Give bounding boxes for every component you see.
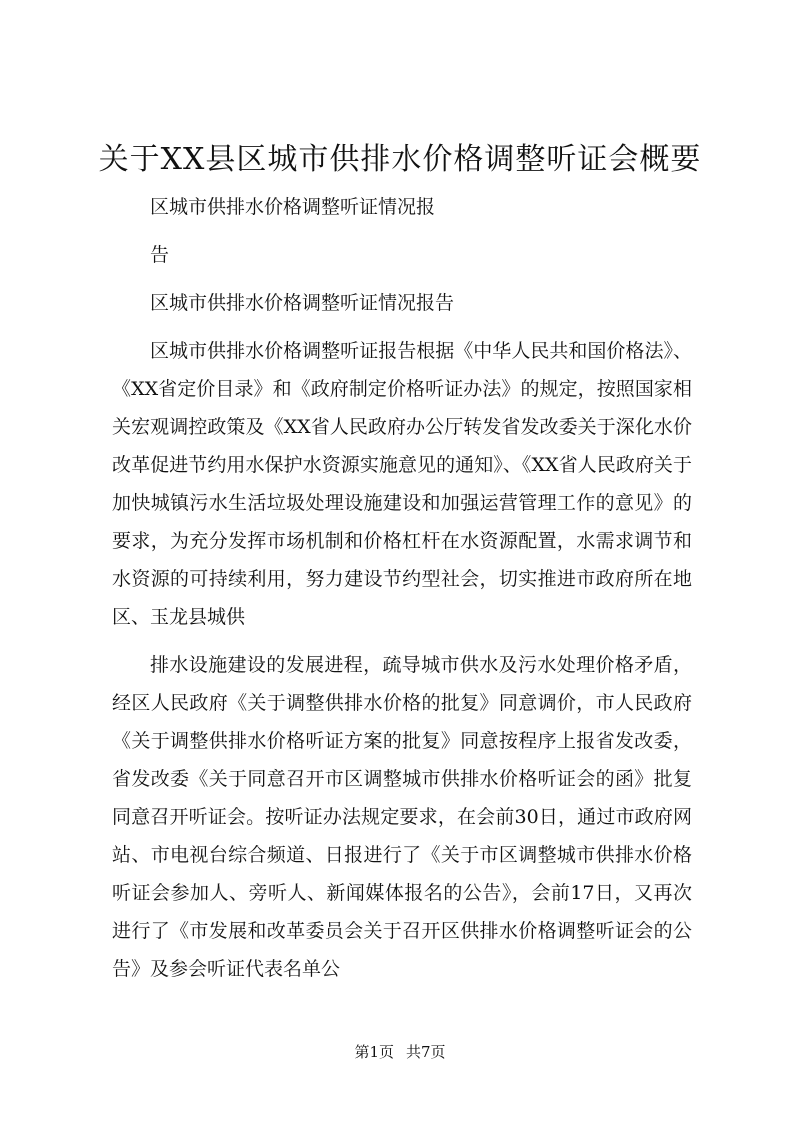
paragraph-heading-line-2: 告 — [150, 244, 170, 266]
page-footer — [0, 1042, 800, 1062]
page-total: 共7页 — [406, 1043, 446, 1061]
paragraph-body-1: 区城市供排水价格调整听证报告根据《中华人民共和国价格法》、《XX省定价目录》和《政府制定价格听证办法》的规定，按照国家相关宏观调控政策及《XX省人民政府办公厅转发省发改委关于深化水价改革促进节约用水保护水资源实施意见的通知》、《XX省人民政府关于加快城镇污水生活垃圾处理设施建设和加强运营管理工作的意见》的要求，为充分发挥市场机制和价格杠杆在水资源配置，水需求调节和水资源的可持续利用，努力建设节约型社会，切实推进市政府所在地区、玉龙县城供 — [112, 340, 692, 628]
page-number: 第1页 — [354, 1043, 394, 1061]
paragraph-subtitle: 区城市供排水价格调整听证情况报告 — [150, 292, 455, 314]
document-body — [112, 188, 692, 992]
paragraph-body-2: 排水设施建设的发展进程，疏导城市供水及污水处理价格矛盾，经区人民政府《关于调整供排水价格的批复》同意调价，市人民政府《关于调整供排水价格听证方案的批复》同意按程序上报省发改委，省发改委《关于同意召开市区调整城市供排水价格听证会的函》批复同意召开听证会。按听证办法规定要求，在会前30日，通过市政府网站、市电视台综合频道、日报进行了《关于市区调整城市供排水价格听证会参加人、旁听人、新闻媒体报名的公告》，会前17日，又再次进行了《市发展和改革委员会关于召开区供排水价格调整听证会的公告》及参会听证代表名单公 — [112, 654, 692, 980]
page-title: 关于XX县区城市供排水价格调整听证会概要 — [98, 142, 702, 177]
paragraph-heading-line-1: 区城市供排水价格调整听证情况报 — [150, 196, 436, 218]
